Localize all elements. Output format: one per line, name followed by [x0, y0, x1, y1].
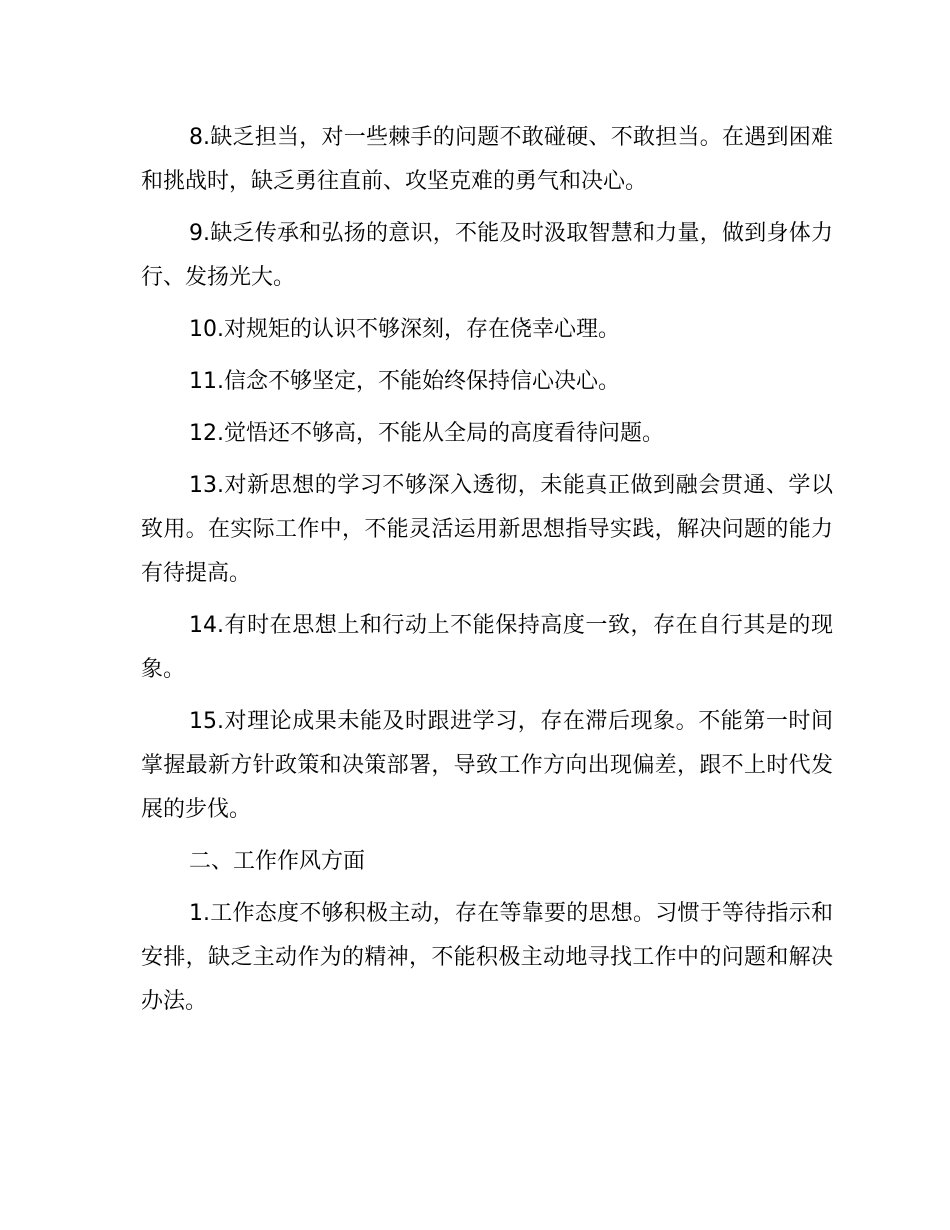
paragraph-item-14: 14.有时在思想上和行动上不能保持高度一致，存在自行其是的现象。 — [141, 613, 833, 682]
paragraph-item-8: 8.缺乏担当，对一些棘手的问题不敢碰硬、不敢担当。在遇到困难和挑战时，缺乏勇往直前、攻坚克难的勇气和决心。 — [141, 125, 833, 194]
paragraph-item-13: 13.对新思想的学习不够深入透彻，未能真正做到融会贯通、学以致用。在实际工作中，不能灵活运用新思想指导实践，解决问题的能力有待提高。 — [141, 473, 833, 586]
paragraph-item-12: 12.觉悟还不够高，不能从全局的高度看待问题。 — [189, 421, 664, 446]
document-body — [141, 116, 833, 1032]
paragraph-item-10: 10.对规矩的认识不够深刻，存在侥幸心理。 — [189, 317, 620, 342]
section-heading-work-style: 二、工作作风方面 — [189, 849, 366, 874]
paragraph-item-15: 15.对理论成果未能及时跟进学习，存在滞后现象。不能第一时间掌握最新方针政策和决策部署，导致工作方向出现偏差，跟不上时代发展的步伐。 — [141, 709, 833, 822]
paragraph-item-9: 9.缺乏传承和弘扬的意识，不能及时汲取智慧和力量，做到身体力行、发扬光大。 — [141, 221, 833, 290]
paragraph-item-11: 11.信念不够坚定，不能始终保持信心决心。 — [189, 369, 620, 394]
paragraph-item-work-1: 1.工作态度不够积极主动，存在等靠要的思想。习惯于等待指示和安排，缺乏主动作为的精神，不能积极主动地寻找工作中的问题和解决办法。 — [141, 901, 833, 1014]
